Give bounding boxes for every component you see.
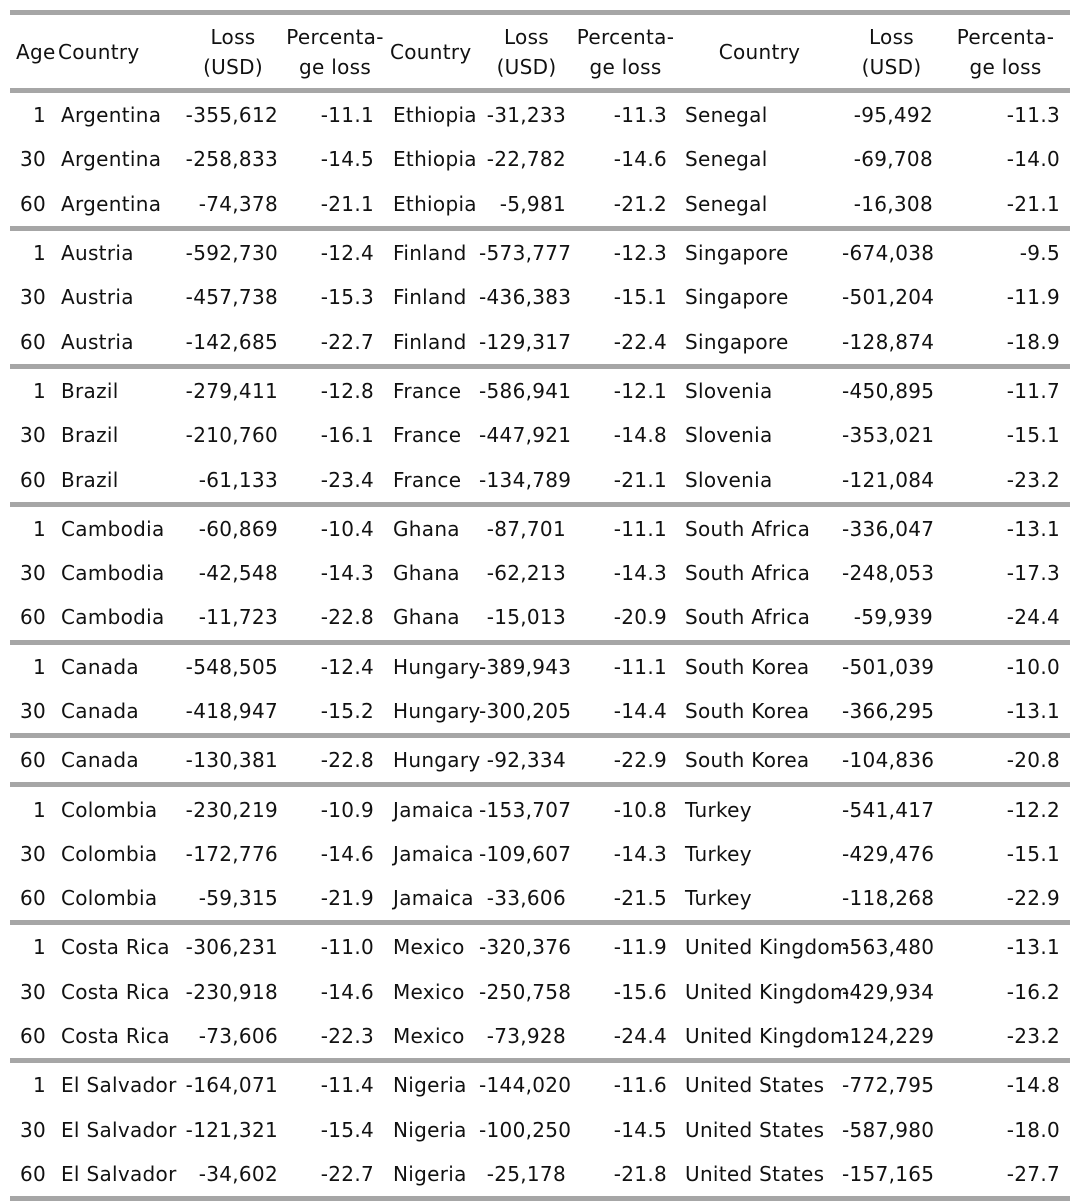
- age-cell: 60: [19, 467, 46, 492]
- loss-cell-3: -563,480: [842, 923, 941, 970]
- country-cell-3: United States: [677, 1152, 842, 1199]
- table-row: [10, 551, 1070, 595]
- pct-cell-2: -22.9: [574, 736, 677, 785]
- country-cell-2: Ghana: [393, 605, 460, 630]
- pct-cell-3: -14.8: [941, 1061, 1070, 1108]
- country-cell-1: Brazil: [61, 467, 119, 492]
- country-cell-1: Canada: [52, 642, 180, 689]
- header-pct-2-line-2: ge loss: [589, 54, 662, 79]
- age-cell: 1: [10, 366, 52, 413]
- country-cell-1: El Salvador: [52, 1152, 180, 1199]
- loss-cell-1: -172,776: [185, 841, 278, 866]
- country-cell-2: France: [393, 467, 462, 492]
- loss-cell-2: -33,606: [486, 886, 566, 911]
- country-cell-2: Mexico: [384, 923, 479, 970]
- pct-cell-2: -21.8: [574, 1152, 677, 1199]
- country-cell-2: Mexico: [393, 979, 465, 1004]
- loss-cell-1: -164,071: [180, 1061, 286, 1108]
- loss-cell-1: -210,760: [185, 423, 278, 448]
- country-cell-1: Argentina: [61, 191, 162, 216]
- country-cell-1: Costa Rica: [61, 1024, 170, 1049]
- pct-cell-1: -15.3: [320, 285, 374, 310]
- country-cell-1: Colombia: [52, 785, 180, 832]
- pct-cell-3: -11.9: [1006, 285, 1060, 310]
- pct-cell-1: -10.4: [286, 504, 384, 551]
- pct-cell-2: -15.6: [613, 979, 667, 1004]
- loss-cell-2: -129,317: [479, 329, 572, 354]
- country-cell-2: Hungary: [384, 642, 479, 689]
- loss-cell-2: -436,383: [479, 285, 572, 310]
- country-cell-3: Turkey: [685, 886, 752, 911]
- pct-cell-3: -14.0: [1006, 147, 1060, 172]
- country-cell-3: United States: [685, 1117, 825, 1142]
- loss-cell-1: -130,381: [180, 736, 286, 785]
- loss-cell-1: -279,411: [180, 366, 286, 413]
- table-row: [10, 832, 1070, 876]
- loss-cell-2: -22,782: [486, 147, 566, 172]
- pct-cell-1: -23.4: [320, 467, 374, 492]
- country-cell-2: Ethiopia: [384, 91, 479, 138]
- pct-cell-2: -24.4: [613, 1024, 667, 1049]
- header-row: [10, 13, 1070, 91]
- loss-cell-3: -248,053: [842, 561, 935, 586]
- country-cell-3: Singapore: [685, 329, 789, 354]
- pct-cell-3: -27.7: [941, 1152, 1070, 1199]
- country-cell-3: Senegal: [677, 91, 842, 138]
- country-cell-1: Brazil: [52, 366, 180, 413]
- country-cell-3: Slovenia: [685, 467, 773, 492]
- table-container: [10, 10, 1070, 1201]
- loss-cell-1: -60,869: [180, 504, 286, 551]
- loss-cell-2: -144,020: [479, 1061, 574, 1108]
- pct-cell-1: -11.0: [286, 923, 384, 970]
- pct-cell-3: -13.1: [1006, 699, 1060, 723]
- country-cell-3: South Korea: [685, 699, 810, 723]
- age-cell: 30: [19, 561, 46, 586]
- country-cell-1: Austria: [52, 228, 180, 275]
- pct-cell-2: -11.6: [574, 1061, 677, 1108]
- loss-cell-1: -11,723: [198, 605, 278, 630]
- loss-cell-2: -250,758: [479, 979, 572, 1004]
- header-country-1: Country: [58, 39, 140, 64]
- age-cell: 30: [19, 147, 46, 172]
- table-row: [10, 182, 1070, 229]
- loss-cell-3: -450,895: [842, 366, 941, 413]
- table-row: [10, 504, 1070, 551]
- country-cell-3: Slovenia: [677, 366, 842, 413]
- country-cell-2: Finland: [384, 228, 479, 275]
- age-cell: 60: [10, 736, 52, 785]
- country-cell-1: Costa Rica: [61, 979, 170, 1004]
- loss-cell-1: -42,548: [198, 561, 278, 586]
- loss-cell-3: -95,492: [842, 91, 941, 138]
- pct-cell-1: -22.7: [320, 329, 374, 354]
- table-row: [10, 642, 1070, 689]
- pct-cell-2: -21.5: [613, 886, 667, 911]
- age-cell: 1: [10, 642, 52, 689]
- loss-cell-2: -389,943: [479, 642, 574, 689]
- country-cell-3: Singapore: [677, 228, 842, 275]
- loss-cell-1: -457,738: [185, 285, 278, 310]
- loss-table: [10, 10, 1070, 1201]
- loss-cell-3: -336,047: [842, 504, 941, 551]
- loss-cell-2: -5,981: [499, 191, 566, 216]
- loss-cell-2: -447,921: [479, 423, 572, 448]
- age-cell: 30: [19, 979, 46, 1004]
- country-cell-2: Ethiopia: [393, 147, 477, 172]
- table-row: [10, 137, 1070, 181]
- table-row: [10, 970, 1070, 1014]
- pct-cell-3: -11.3: [941, 91, 1070, 138]
- header-country-2: Country: [390, 39, 472, 64]
- loss-cell-2: -92,334: [479, 736, 574, 785]
- pct-cell-2: -14.3: [613, 561, 667, 586]
- pct-cell-2: -14.6: [613, 147, 667, 172]
- loss-cell-1: -121,321: [185, 1117, 278, 1142]
- loss-cell-1: -61,133: [198, 467, 278, 492]
- country-cell-2: France: [384, 366, 479, 413]
- loss-cell-1: -548,505: [180, 642, 286, 689]
- age-cell: 60: [10, 1152, 52, 1199]
- age-cell: 30: [19, 423, 46, 448]
- loss-cell-1: -355,612: [180, 91, 286, 138]
- pct-cell-2: -12.1: [574, 366, 677, 413]
- loss-cell-1: -142,685: [185, 329, 278, 354]
- loss-cell-2: -100,250: [479, 1117, 572, 1142]
- loss-cell-3: -16,308: [853, 191, 933, 216]
- pct-cell-1: -14.5: [320, 147, 374, 172]
- loss-cell-3: -118,268: [842, 886, 935, 911]
- table-row: [10, 457, 1070, 504]
- pct-cell-3: -18.0: [1006, 1117, 1060, 1142]
- pct-cell-1: -11.4: [286, 1061, 384, 1108]
- country-cell-2: Nigeria: [384, 1061, 479, 1108]
- country-cell-1: Brazil: [61, 423, 119, 448]
- table-row: [10, 595, 1070, 642]
- country-cell-2: Ethiopia: [393, 191, 477, 216]
- country-cell-3: Turkey: [677, 785, 842, 832]
- country-cell-1: Costa Rica: [52, 923, 180, 970]
- pct-cell-2: -10.8: [574, 785, 677, 832]
- pct-cell-2: -15.1: [613, 285, 667, 310]
- pct-cell-1: -12.8: [286, 366, 384, 413]
- loss-cell-2: -31,233: [479, 91, 574, 138]
- country-cell-3: Singapore: [685, 285, 789, 310]
- loss-cell-2: -586,941: [479, 366, 574, 413]
- country-cell-1: Colombia: [61, 886, 158, 911]
- pct-cell-3: -11.7: [941, 366, 1070, 413]
- pct-cell-3: -15.1: [1006, 423, 1060, 448]
- pct-cell-2: -12.3: [574, 228, 677, 275]
- header-pct-3-line-2: ge loss: [969, 54, 1042, 79]
- loss-cell-2: -153,707: [479, 785, 574, 832]
- country-cell-3: South Korea: [677, 736, 842, 785]
- loss-cell-2: -109,607: [479, 841, 572, 866]
- age-cell: 1: [10, 504, 52, 551]
- header-loss-1-line-2: (USD): [203, 54, 263, 79]
- pct-cell-1: -21.1: [320, 191, 374, 216]
- pct-cell-1: -16.1: [320, 423, 374, 448]
- country-cell-1: Colombia: [61, 841, 158, 866]
- country-cell-3: United Kingdom: [685, 1024, 850, 1049]
- pct-cell-1: -22.8: [320, 605, 374, 630]
- pct-cell-1: -21.9: [320, 886, 374, 911]
- pct-cell-2: -11.1: [574, 504, 677, 551]
- pct-cell-3: -12.2: [941, 785, 1070, 832]
- pct-cell-1: -22.8: [286, 736, 384, 785]
- age-cell: 60: [19, 191, 46, 216]
- header-age: Age: [16, 39, 56, 64]
- country-cell-3: South Africa: [677, 504, 842, 551]
- pct-cell-1: -15.4: [320, 1117, 374, 1142]
- country-cell-3: Slovenia: [685, 423, 773, 448]
- header-loss-1: [180, 13, 286, 91]
- pct-cell-2: -14.8: [613, 423, 667, 448]
- loss-cell-3: -104,836: [842, 736, 941, 785]
- country-cell-1: El Salvador: [52, 1061, 180, 1108]
- table-row: [10, 1152, 1070, 1199]
- country-cell-3: United States: [677, 1061, 842, 1108]
- loss-cell-2: -573,777: [479, 228, 574, 275]
- pct-cell-3: -22.9: [1006, 886, 1060, 911]
- age-cell: 1: [10, 228, 52, 275]
- pct-cell-2: -11.3: [574, 91, 677, 138]
- header-loss-3-line-1: Loss: [868, 24, 915, 49]
- pct-cell-1: -14.6: [320, 841, 374, 866]
- table-row: [10, 1061, 1070, 1108]
- loss-cell-1: -230,918: [185, 979, 278, 1004]
- header-country-3: Country: [718, 39, 801, 64]
- pct-cell-3: -17.3: [1006, 561, 1060, 586]
- country-cell-2: Ghana: [393, 561, 460, 586]
- loss-cell-2: -320,376: [479, 923, 574, 970]
- country-cell-2: Nigeria: [384, 1152, 479, 1199]
- country-cell-3: United Kingdom: [685, 979, 850, 1004]
- loss-cell-1: -34,602: [180, 1152, 286, 1199]
- pct-cell-3: -15.1: [1006, 841, 1060, 866]
- country-cell-1: Canada: [52, 736, 180, 785]
- pct-cell-3: -10.0: [941, 642, 1070, 689]
- country-cell-2: Finland: [393, 285, 467, 310]
- table-row: [10, 923, 1070, 970]
- country-cell-2: Hungary: [384, 736, 479, 785]
- loss-cell-2: -134,789: [479, 467, 572, 492]
- age-cell: 30: [19, 1117, 46, 1142]
- loss-cell-3: -501,039: [842, 642, 941, 689]
- table-row: [10, 785, 1070, 832]
- country-cell-3: Senegal: [685, 191, 768, 216]
- loss-cell-2: -73,928: [486, 1024, 566, 1049]
- country-cell-3: South Africa: [685, 561, 811, 586]
- country-cell-1: El Salvador: [61, 1117, 177, 1142]
- pct-cell-3: -13.1: [941, 504, 1070, 551]
- age-cell: 30: [19, 699, 46, 723]
- loss-cell-1: -592,730: [180, 228, 286, 275]
- country-cell-2: Ghana: [384, 504, 479, 551]
- pct-cell-1: -11.1: [286, 91, 384, 138]
- country-cell-2: Jamaica: [393, 886, 474, 911]
- loss-cell-3: -157,165: [842, 1152, 941, 1199]
- age-cell: 30: [19, 841, 46, 866]
- country-cell-2: Jamaica: [393, 841, 474, 866]
- loss-cell-1: -59,315: [198, 886, 278, 911]
- table-row: [10, 319, 1070, 366]
- country-cell-3: South Korea: [677, 642, 842, 689]
- pct-cell-3: -18.9: [1006, 329, 1060, 354]
- age-cell: 1: [10, 785, 52, 832]
- loss-cell-1: -230,219: [180, 785, 286, 832]
- table-body: [10, 91, 1070, 1199]
- pct-cell-3: -24.4: [1006, 605, 1060, 630]
- pct-cell-3: -23.2: [1006, 1024, 1060, 1049]
- country-cell-2: Finland: [393, 329, 467, 354]
- header-pct-1-line-1: Percenta-: [286, 24, 384, 49]
- table-row: [10, 689, 1070, 736]
- header-loss-1-line-1: Loss: [210, 24, 256, 49]
- country-cell-1: Cambodia: [61, 605, 165, 630]
- age-cell: 30: [19, 285, 46, 310]
- header-pct-2-line-1: Percenta-: [576, 24, 675, 49]
- loss-cell-3: -541,417: [842, 785, 941, 832]
- pct-cell-2: -11.9: [574, 923, 677, 970]
- loss-cell-3: -124,229: [842, 1024, 935, 1049]
- header-pct-3: [941, 13, 1070, 91]
- loss-cell-3: -429,476: [842, 841, 935, 866]
- loss-cell-3: -501,204: [842, 285, 935, 310]
- loss-cell-3: -128,874: [842, 329, 935, 354]
- loss-cell-3: -674,038: [842, 228, 941, 275]
- pct-cell-3: -16.2: [1006, 979, 1060, 1004]
- pct-cell-1: -22.3: [320, 1024, 374, 1049]
- loss-cell-3: -366,295: [842, 699, 935, 723]
- pct-cell-1: -10.9: [286, 785, 384, 832]
- country-cell-3: South Africa: [685, 605, 811, 630]
- country-cell-3: Senegal: [685, 147, 768, 172]
- loss-cell-1: -306,231: [180, 923, 286, 970]
- age-cell: 60: [19, 1024, 46, 1049]
- age-cell: 60: [19, 329, 46, 354]
- country-cell-1: Austria: [61, 285, 134, 310]
- age-cell: 1: [10, 91, 52, 138]
- pct-cell-1: -12.4: [286, 642, 384, 689]
- header-pct-3-line-1: Percenta-: [956, 24, 1055, 49]
- header-pct-1: [286, 13, 384, 91]
- table-row: [10, 91, 1070, 138]
- pct-cell-1: -14.3: [320, 561, 374, 586]
- pct-cell-3: -9.5: [941, 228, 1070, 275]
- loss-cell-1: -258,833: [185, 147, 278, 172]
- pct-cell-1: -14.6: [320, 979, 374, 1004]
- country-cell-3: United Kingdom: [677, 923, 842, 970]
- country-cell-3: Turkey: [685, 841, 752, 866]
- pct-cell-2: -14.3: [613, 841, 667, 866]
- country-cell-1: Argentina: [52, 91, 180, 138]
- loss-cell-3: -59,939: [853, 605, 933, 630]
- country-cell-2: France: [393, 423, 462, 448]
- age-cell: 60: [19, 605, 46, 630]
- loss-cell-2: -25,178: [479, 1152, 574, 1199]
- country-cell-2: Hungary: [393, 699, 481, 723]
- header-loss-2-line-1: Loss: [503, 24, 550, 49]
- country-cell-1: Argentina: [61, 147, 162, 172]
- loss-cell-1: -418,947: [185, 699, 278, 723]
- country-cell-2: Jamaica: [384, 785, 479, 832]
- table-row: [10, 1108, 1070, 1152]
- table-row: [10, 366, 1070, 413]
- country-cell-2: Nigeria: [393, 1117, 467, 1142]
- pct-cell-2: -14.5: [613, 1117, 667, 1142]
- pct-cell-2: -14.4: [613, 699, 667, 723]
- table-row: [10, 876, 1070, 923]
- loss-cell-3: -353,021: [842, 423, 935, 448]
- pct-cell-2: -22.4: [613, 329, 667, 354]
- loss-cell-3: -69,708: [853, 147, 933, 172]
- pct-cell-1: -15.2: [320, 699, 374, 723]
- pct-cell-3: -20.8: [941, 736, 1070, 785]
- header-pct-2: [574, 13, 677, 91]
- header-loss-2-line-2: (USD): [496, 54, 557, 79]
- pct-cell-3: -13.1: [941, 923, 1070, 970]
- pct-cell-2: -11.1: [574, 642, 677, 689]
- country-cell-1: Cambodia: [52, 504, 180, 551]
- age-cell: 60: [19, 886, 46, 911]
- header-loss-2: [479, 13, 574, 91]
- pct-cell-2: -20.9: [613, 605, 667, 630]
- loss-cell-3: -429,934: [842, 979, 935, 1004]
- country-cell-2: Mexico: [393, 1024, 465, 1049]
- pct-cell-3: -23.2: [1006, 467, 1060, 492]
- loss-cell-1: -73,606: [198, 1024, 278, 1049]
- table-row: [10, 413, 1070, 457]
- pct-cell-1: -22.7: [286, 1152, 384, 1199]
- age-cell: 1: [10, 923, 52, 970]
- table-row: [10, 1014, 1070, 1061]
- loss-cell-2: -15,013: [486, 605, 566, 630]
- table-row: [10, 275, 1070, 319]
- header-loss-3-line-2: (USD): [861, 54, 922, 79]
- table-row: [10, 736, 1070, 785]
- header-loss-3: [842, 13, 941, 91]
- loss-cell-3: -121,084: [842, 467, 935, 492]
- pct-cell-2: -21.1: [613, 467, 667, 492]
- pct-cell-3: -21.1: [1006, 191, 1060, 216]
- pct-cell-1: -12.4: [286, 228, 384, 275]
- loss-cell-2: -62,213: [486, 561, 566, 586]
- country-cell-1: Cambodia: [61, 561, 165, 586]
- country-cell-1: Canada: [61, 699, 139, 723]
- header-pct-1-line-2: ge loss: [298, 54, 372, 79]
- table-row: [10, 228, 1070, 275]
- pct-cell-2: -21.2: [613, 191, 667, 216]
- age-cell: 1: [10, 1061, 52, 1108]
- loss-cell-3: -587,980: [842, 1117, 935, 1142]
- loss-cell-2: -300,205: [479, 699, 572, 723]
- loss-cell-2: -87,701: [479, 504, 574, 551]
- loss-cell-3: -772,795: [842, 1061, 941, 1108]
- country-cell-1: Austria: [61, 329, 134, 354]
- loss-cell-1: -74,378: [198, 191, 278, 216]
